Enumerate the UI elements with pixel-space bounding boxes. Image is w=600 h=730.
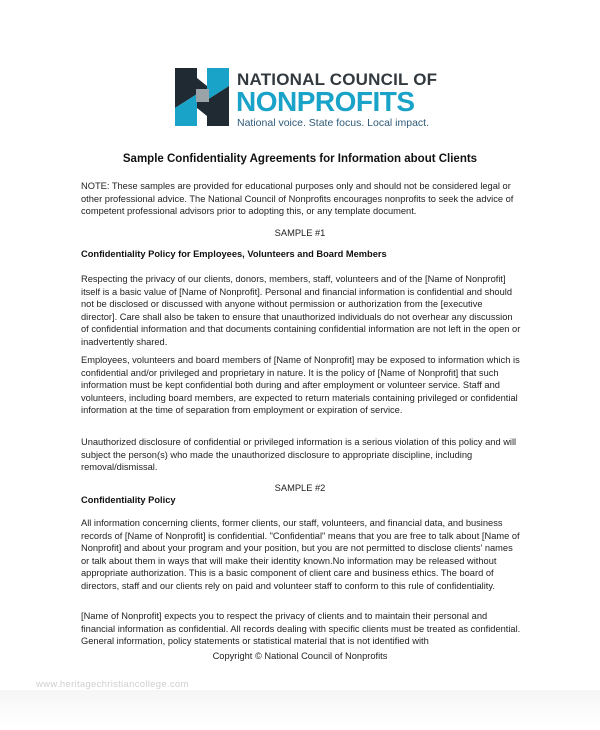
ncn-logo-mark-icon (175, 68, 229, 126)
sample-2-label: SAMPLE #2 (274, 483, 326, 493)
logo-line-1: NATIONAL COUNCIL OF (237, 70, 438, 89)
sample-2-heading: Confidentiality Policy (81, 495, 176, 505)
page-bottom-shadow (0, 690, 600, 730)
watermark-text: www.heritagechristiancollege.com (36, 679, 189, 690)
logo-tagline: National voice. State focus. Local impact. (237, 117, 430, 129)
sample-2-paragraph-1: All information concerning clients, former clients, our staff, volunteers, and financial data, and business records of [Name of Nonprofit] is confidential. "Confidential" means that you are free to talk about [Name of Nonprofit] and about your program and your position, but you are not permitted to disclose clients' names or talk about them in ways that will make their identity known.No information may be released without appropriate authorization. This is a basic component of client care and business ethics. The board of directors, staff and our clients rely on paid and volunteer staff to conform to this rule of confidentiality. (81, 518, 520, 591)
sample-1-label: SAMPLE #1 (274, 228, 326, 238)
sample-2-paragraph-2: [Name of Nonprofit] expects you to respect the privacy of clients and to maintain their personal and financial information as confidential. All records dealing with specific clients must be treated as confidential. General information, policy statements or statistical material that is not identified with (81, 611, 521, 646)
document-title: Sample Confidentiality Agreements for Information about Clients (122, 153, 478, 165)
sample-1-heading: Confidentiality Policy for Employees, Volunteers and Board Members (81, 249, 387, 259)
copyright-footer: Copyright © National Council of Nonprofits (212, 651, 388, 661)
sample-1-paragraph-3: Unauthorized disclosure of confidential or privileged information is a serious violation of this policy and will subject the person(s) who made the unauthorized disclosure to appropriate discipline, including removal/dismissal. (81, 437, 517, 472)
sample-1-paragraph-2: Employees, volunteers and board members of [Name of Nonprofit] may be exposed to information which is confidential and/or privileged and proprietary in nature. It is the policy of [Name of Nonprofit] that such information must be kept confidential both during and after employment or volunteer service. Staff and volunteers, including board members, are expected to return materials containing privileged or confidential information at the time of separation from employment or expiration of service. (81, 355, 520, 415)
ncn-logo (175, 68, 438, 130)
sample-1-paragraph-1: Respecting the privacy of our clients, donors, members, staff, volunteers and of the [Name of Nonprofit] itself is a basic value of [Name of Nonprofit]. Personal and financial information is confidential and should not be disclosed or discussed with anyone without permission or authorization from the [executive director]. Care shall also be taken to ensure that unauthorized individuals do not overhear any discussion of confidential information and that documents containing confidential information are not left in the open or inadvertently shared. (81, 274, 521, 347)
note-paragraph: NOTE: These samples are provided for educational purposes only and should not be considered legal or other professional advice. The National Council of Nonprofits encourages nonprofits to seek the advice of competent professional advisors prior to adopting this, or any template document. (81, 181, 514, 216)
logo-line-2: NONPROFITS (236, 86, 415, 117)
